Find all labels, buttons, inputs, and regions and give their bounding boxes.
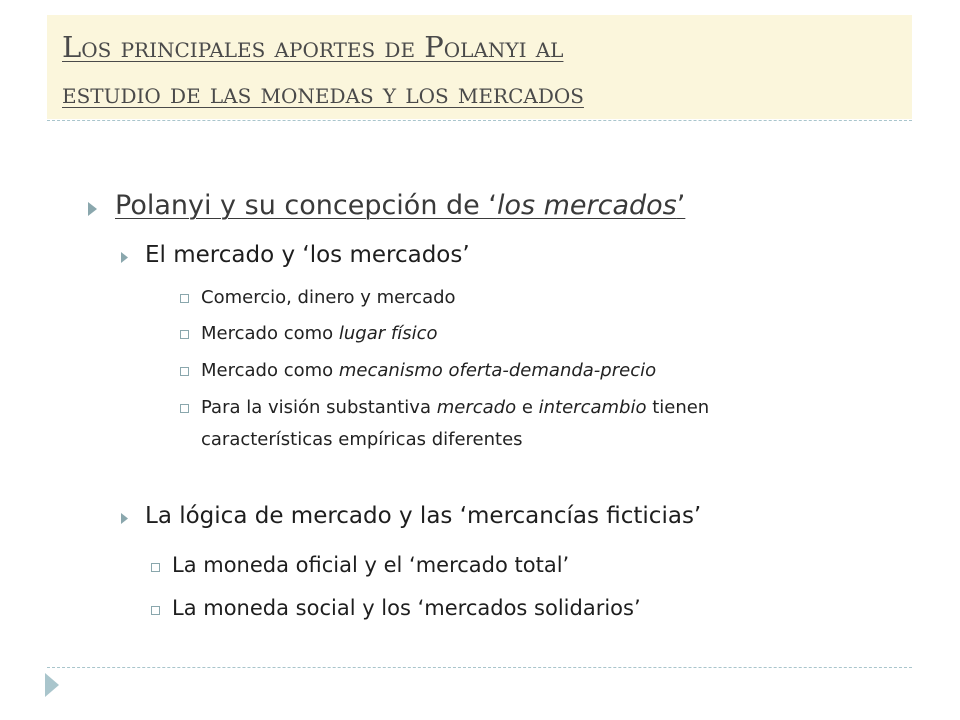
sub1-item-3	[201, 360, 656, 381]
sub2-label: La lógica de mercado y las ‘mercancías ficticias’	[145, 503, 702, 529]
sub1-item-3-italic: mecanismo oferta-demanda-precio	[338, 360, 657, 381]
square-bullet-icon	[151, 606, 160, 615]
sub1-item-2-italic: lugar físico	[338, 323, 438, 344]
sub1-item-1-text: Comercio, dinero y mercado	[201, 287, 456, 308]
sub1-item-4	[201, 397, 709, 418]
section1-heading-prefix: Polanyi y su concepción de ‘	[115, 190, 497, 221]
section1-heading-suffix: ’	[676, 190, 686, 221]
sub1-item-4-italic: mercado	[436, 397, 517, 418]
square-bullet-icon	[151, 563, 160, 572]
sub2-item-1: La moneda oficial y el ‘mercado total’	[172, 553, 570, 577]
slide-title-line1: Los principales aportes de Polanyi al	[62, 30, 564, 64]
square-bullet-icon	[180, 367, 189, 376]
sub1-item-2	[201, 323, 438, 344]
bottom-divider	[47, 667, 912, 668]
sub1-item-4-text: Para la visión substantiva	[201, 397, 437, 418]
triangle-bullet-icon	[121, 513, 128, 524]
sub1-item-2-text: Mercado como	[201, 323, 339, 344]
triangle-bullet-icon	[88, 202, 97, 216]
sub1-item-4-italic2: intercambio	[538, 397, 647, 418]
sub1-item-4-text2: e	[516, 397, 539, 418]
sub1-item-3-text: Mercado como	[201, 360, 339, 381]
sub1-item-4-line2: características empíricas diferentes	[201, 429, 523, 450]
triangle-bullet-icon	[121, 252, 128, 263]
section1-heading-italic: los mercados	[496, 190, 677, 221]
square-bullet-icon	[180, 330, 189, 339]
sub2-item-2: La moneda social y los ‘mercados solidarios’	[172, 596, 641, 620]
square-bullet-icon	[180, 404, 189, 413]
sub1-item-1	[201, 287, 456, 308]
sub1-item-4-text3: tienen	[646, 397, 710, 418]
corner-triangle-icon	[45, 673, 59, 697]
slide-title-line2: estudio de las monedas y los mercados	[62, 76, 584, 110]
square-bullet-icon	[180, 294, 189, 303]
sub1-label: El mercado y ‘los mercados’	[145, 242, 470, 268]
section1-heading	[115, 190, 685, 221]
